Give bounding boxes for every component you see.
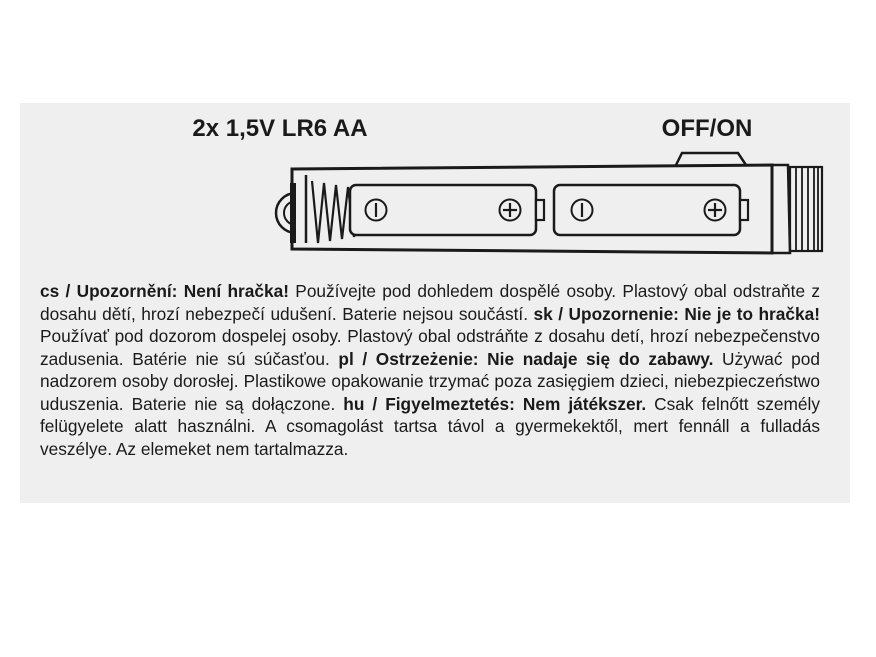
switch-label: OFF/ON bbox=[661, 115, 753, 142]
warning-pl-body: Używać pod nadzorem osoby dorosłej. Plastikowe opakowanie trzymać poza zasięgiem dzieci, niebezpieczeństwo uduszenia. Baterie nie są dołączone. bbox=[40, 348, 821, 414]
threaded-cap bbox=[772, 165, 822, 253]
warning-hu-heading: hu / Figyelmeztetés: Nem játékszer. bbox=[343, 393, 647, 414]
warning-hu-body: Csak felnőtt személy felügyelete alatt használni. A csomagolást tartsa távol a gyermekektől, mert fennáll a fulladás veszélye. Az elemeket nem tartalmazza. bbox=[40, 393, 820, 459]
battery-label: 2x 1,5V LR6 AA bbox=[192, 115, 368, 142]
warning-panel bbox=[20, 103, 850, 503]
battery-1 bbox=[350, 185, 544, 235]
warning-sk-heading: sk / Upozornenie: Nie je to hračka! bbox=[533, 303, 820, 324]
warning-cs-body: Používejte pod dohledem dospělé osoby. Plastový obal odstraňte z dosahu dětí, hrozí nebezpečí udušení. Baterie nejsou součástí. bbox=[40, 281, 821, 324]
warning-cs-heading: cs / Upozornění: Není hračka! bbox=[40, 281, 289, 301]
warning-pl-heading: pl / Ostrzeżenie: Nie nadaje się do zabawy. bbox=[338, 348, 714, 369]
warning-text bbox=[40, 280, 820, 460]
warning-sk-body: Používať pod dozorom dospelej osoby. Plastový obal odstráňte z dosahu detí, hrozí nebezpečenstvo zadusenia. Batérie nie sú súčasťou. bbox=[40, 326, 820, 369]
switch-button bbox=[676, 153, 746, 165]
battery-2 bbox=[554, 185, 748, 235]
